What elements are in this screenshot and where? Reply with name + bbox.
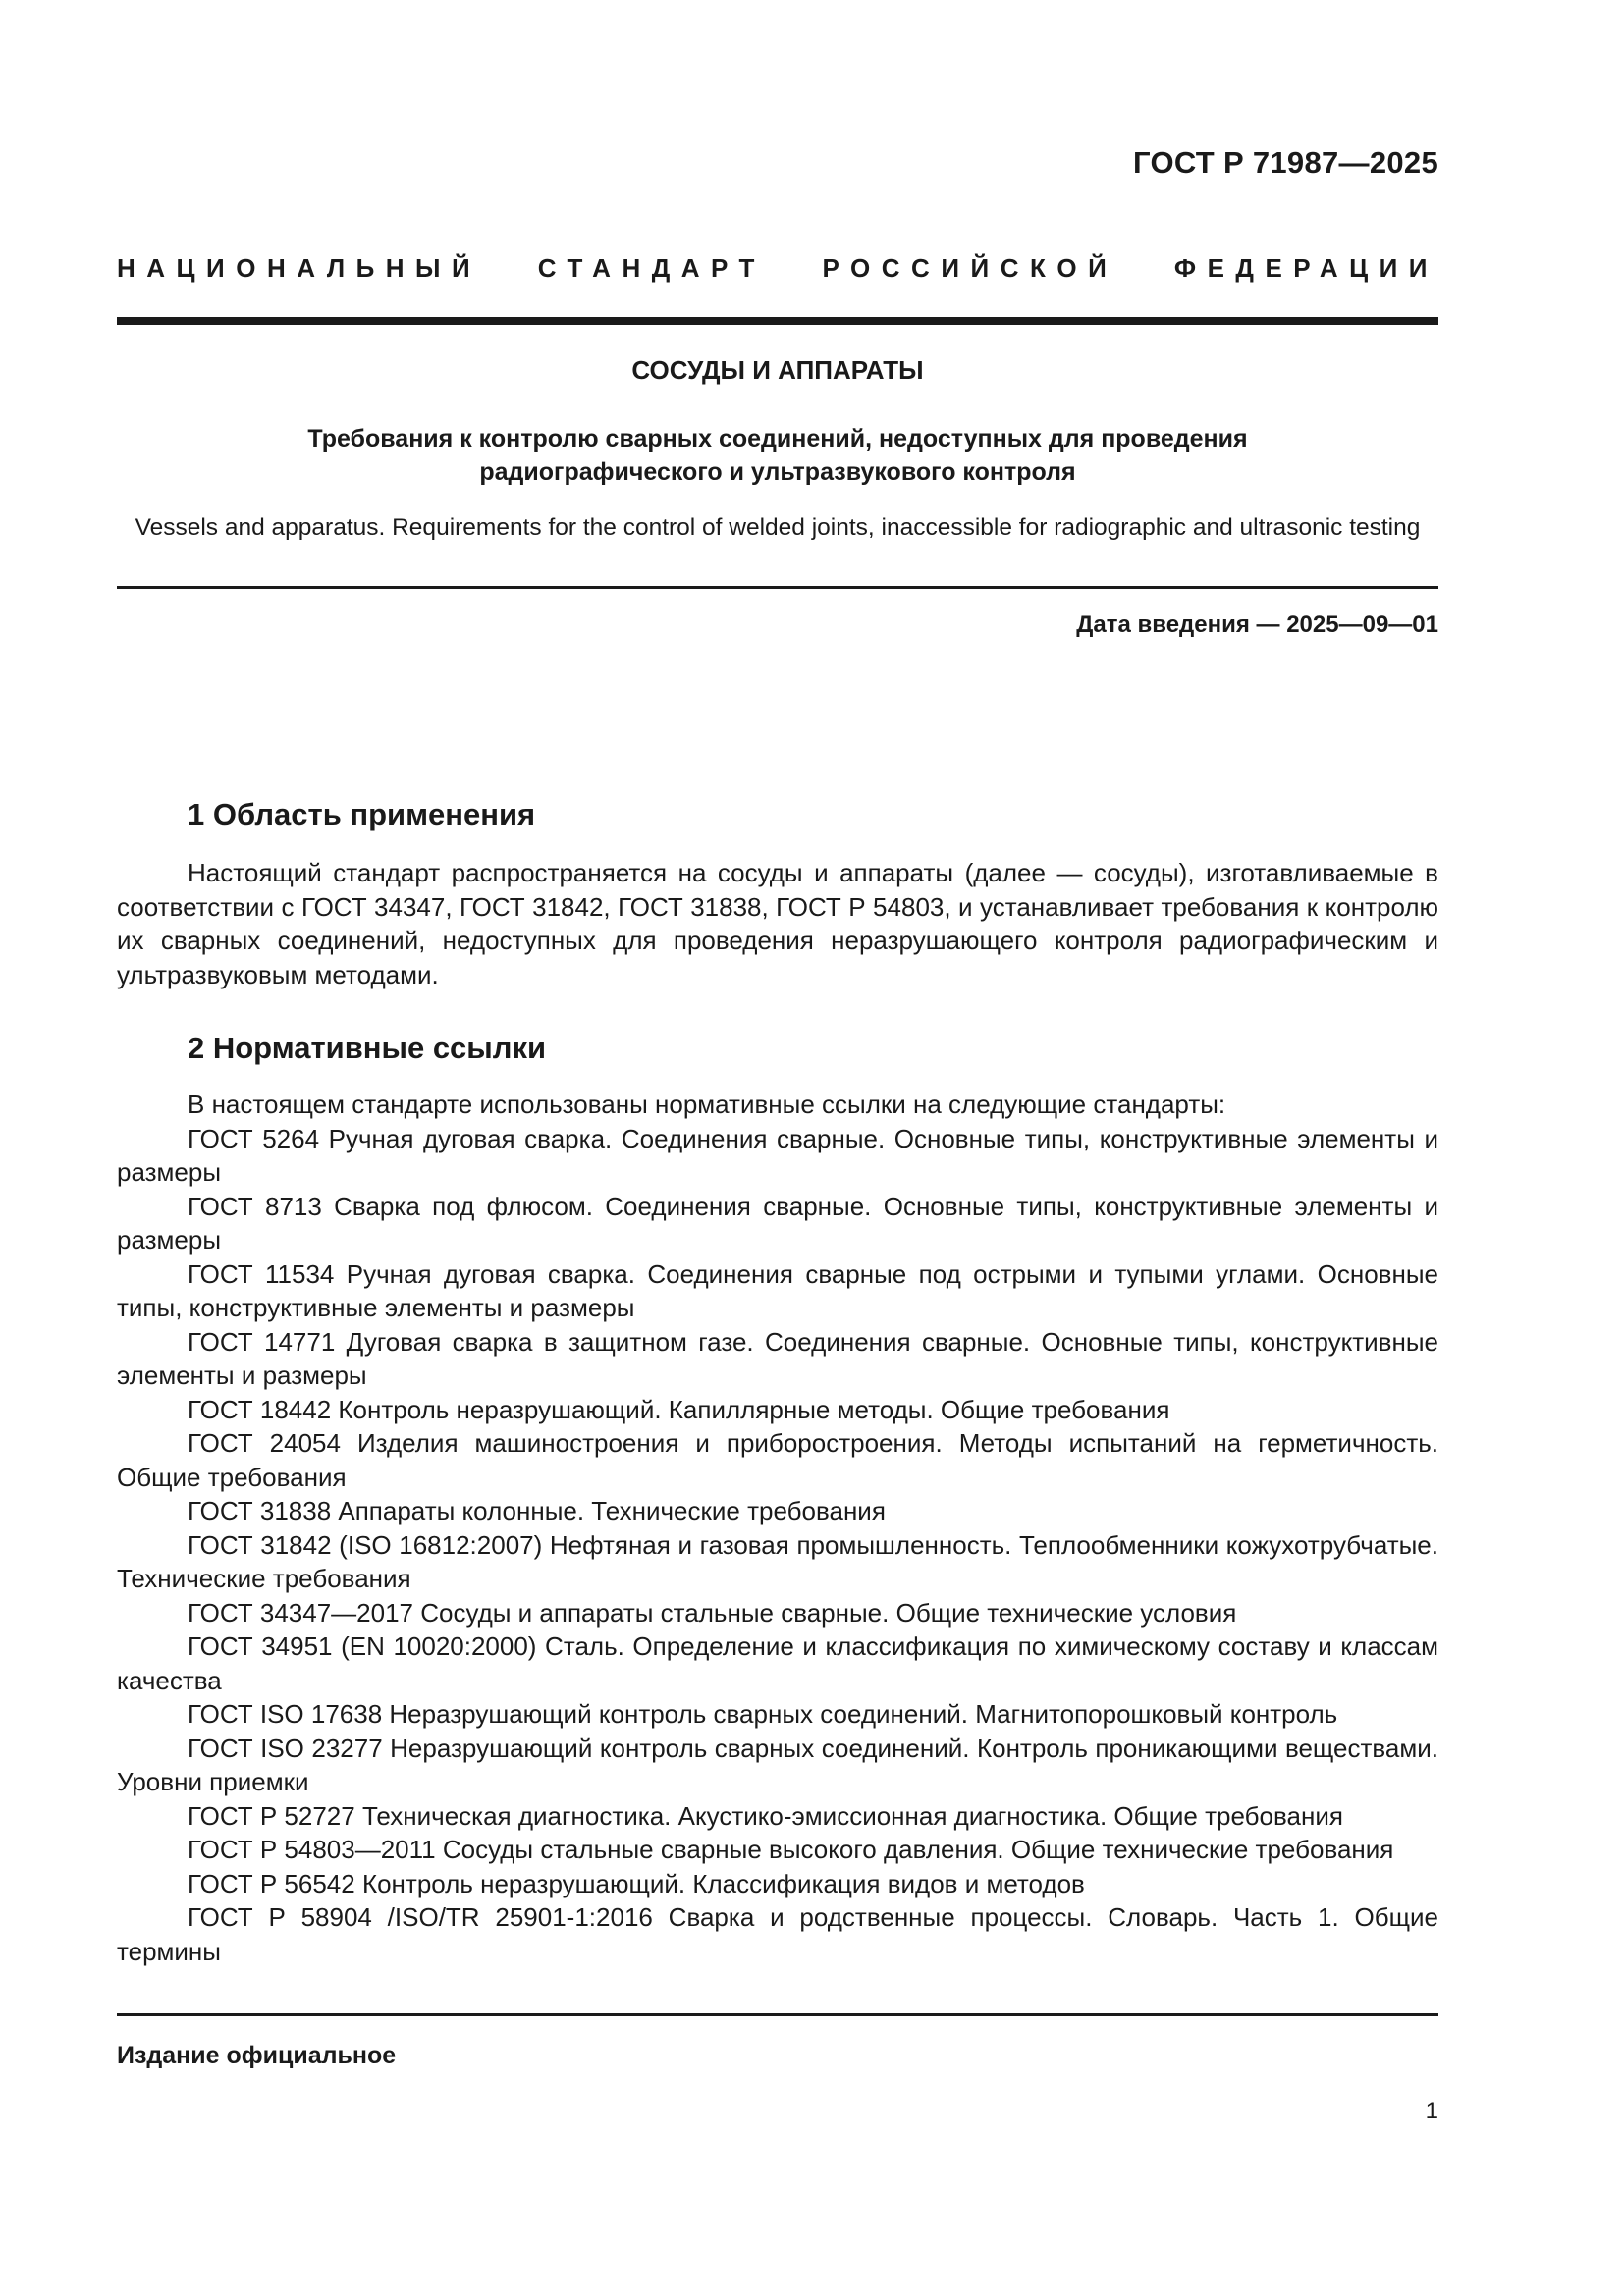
section-1-paragraph: Настоящий стандарт распространяется на сосуды и аппараты (далее — сосуды), изготавливаемые в соответствии с ГОСТ 34347, ГОСТ 31842, ГОСТ 31838, ГОСТ Р 54803, и устанавливает требования к контролю их сварных соединений, недоступных для проведения неразрушающего контроля радиографическим и ультразвуковым методами. [117, 858, 1438, 989]
reference-item: ГОСТ 31842 (ISO 16812:2007) Нефтяная и газовая промышленность. Теплообменники кожухотрубчатые. Технические требования [117, 1529, 1438, 1593]
reference-item: ГОСТ 24054 Изделия машиностроения и приборостроения. Методы испытаний на герметичность. Общие требования [117, 1428, 1438, 1492]
reference-item: ГОСТ 5264 Ручная дуговая сварка. Соединения сварные. Основные типы, конструктивные элементы и размеры [117, 1123, 1438, 1187]
page-number: 1 [1425, 2098, 1438, 2124]
document-title: СОСУДЫ И АППАРАТЫ [631, 355, 924, 385]
document-page [117, 0, 1438, 2296]
section-1-body [117, 856, 1438, 991]
footer-divider [117, 2013, 1438, 2016]
reference-item: ГОСТ 31838 Аппараты колонные. Технические требования [188, 1496, 886, 1525]
reference-item: ГОСТ ISO 23277 Неразрушающий контроль сварных соединений. Контроль проникающими веществами. Уровни приемки [117, 1733, 1438, 1796]
reference-item: ГОСТ Р 54803—2011 Сосуды стальные сварные высокого давления. Общие технические требования [188, 1835, 1394, 1864]
reference-item: ГОСТ Р 58904 /ISO/TR 25901-1:2016 Сварка и родственные процессы. Словарь. Часть 1. Общие термины [117, 1902, 1438, 1966]
subtitle-line-2: радиографического и ультразвукового контроля [479, 458, 1076, 486]
title-divider [117, 586, 1438, 589]
section-2-heading: 2 Нормативные ссылки [188, 1031, 547, 1065]
reference-item: ГОСТ 8713 Сварка под флюсом. Соединения сварные. Основные типы, конструктивные элементы и размеры [117, 1191, 1438, 1255]
introduction-date: Дата введения — 2025—09—01 [1076, 612, 1438, 638]
subtitle-line-1: Требования к контролю сварных соединений, недоступных для проведения [307, 425, 1248, 453]
reference-item: ГОСТ Р 56542 Контроль неразрушающий. Классификация видов и методов [188, 1868, 1085, 1898]
header-divider-thick [117, 317, 1438, 325]
reference-item: ГОСТ ISO 17638 Неразрушающий контроль сварных соединений. Магнитопорошковый контроль [188, 1699, 1338, 1729]
reference-item: ГОСТ 34951 (EN 10020:2000) Сталь. Определение и классификация по химическому составу и классам качества [117, 1631, 1438, 1695]
reference-item: ГОСТ 11534 Ручная дуговая сварка. Соединения сварные под острыми и тупыми углами. Основные типы, конструктивные элементы и размеры [117, 1258, 1438, 1322]
official-edition-label: Издание официальное [117, 2042, 397, 2069]
section-2-body [117, 1088, 1438, 1968]
document-subtitle [117, 422, 1438, 489]
reference-item: ГОСТ 18442 Контроль неразрушающий. Капиллярные методы. Общие требования [188, 1394, 1170, 1424]
reference-item: ГОСТ Р 52727 Техническая диагностика. Акустико-эмиссионная диагностика. Общие требования [188, 1800, 1343, 1831]
normative-references-list [117, 1122, 1438, 1969]
reference-item: ГОСТ 34347—2017 Сосуды и аппараты стальные сварные. Общие технические условия [188, 1597, 1237, 1628]
document-code: ГОСТ Р 71987—2025 [1133, 145, 1438, 180]
national-standard-banner: НАЦИОНАЛЬНЫЙ СТАНДАРТ РОССИЙСКОЙ ФЕДЕРАЦИИ [117, 253, 1438, 283]
section-1-heading: 1 Область применения [188, 797, 536, 831]
reference-item: ГОСТ 14771 Дуговая сварка в защитном газе. Соединения сварные. Основные типы, конструктивные элементы и размеры [117, 1326, 1438, 1390]
english-title: Vessels and apparatus. Requirements for the control of welded joints, inaccessible for radiographic and ultrasonic testing [135, 514, 1421, 541]
section-2-intro: В настоящем стандарте использованы нормативные ссылки на следующие стандарты: [188, 1090, 1226, 1119]
